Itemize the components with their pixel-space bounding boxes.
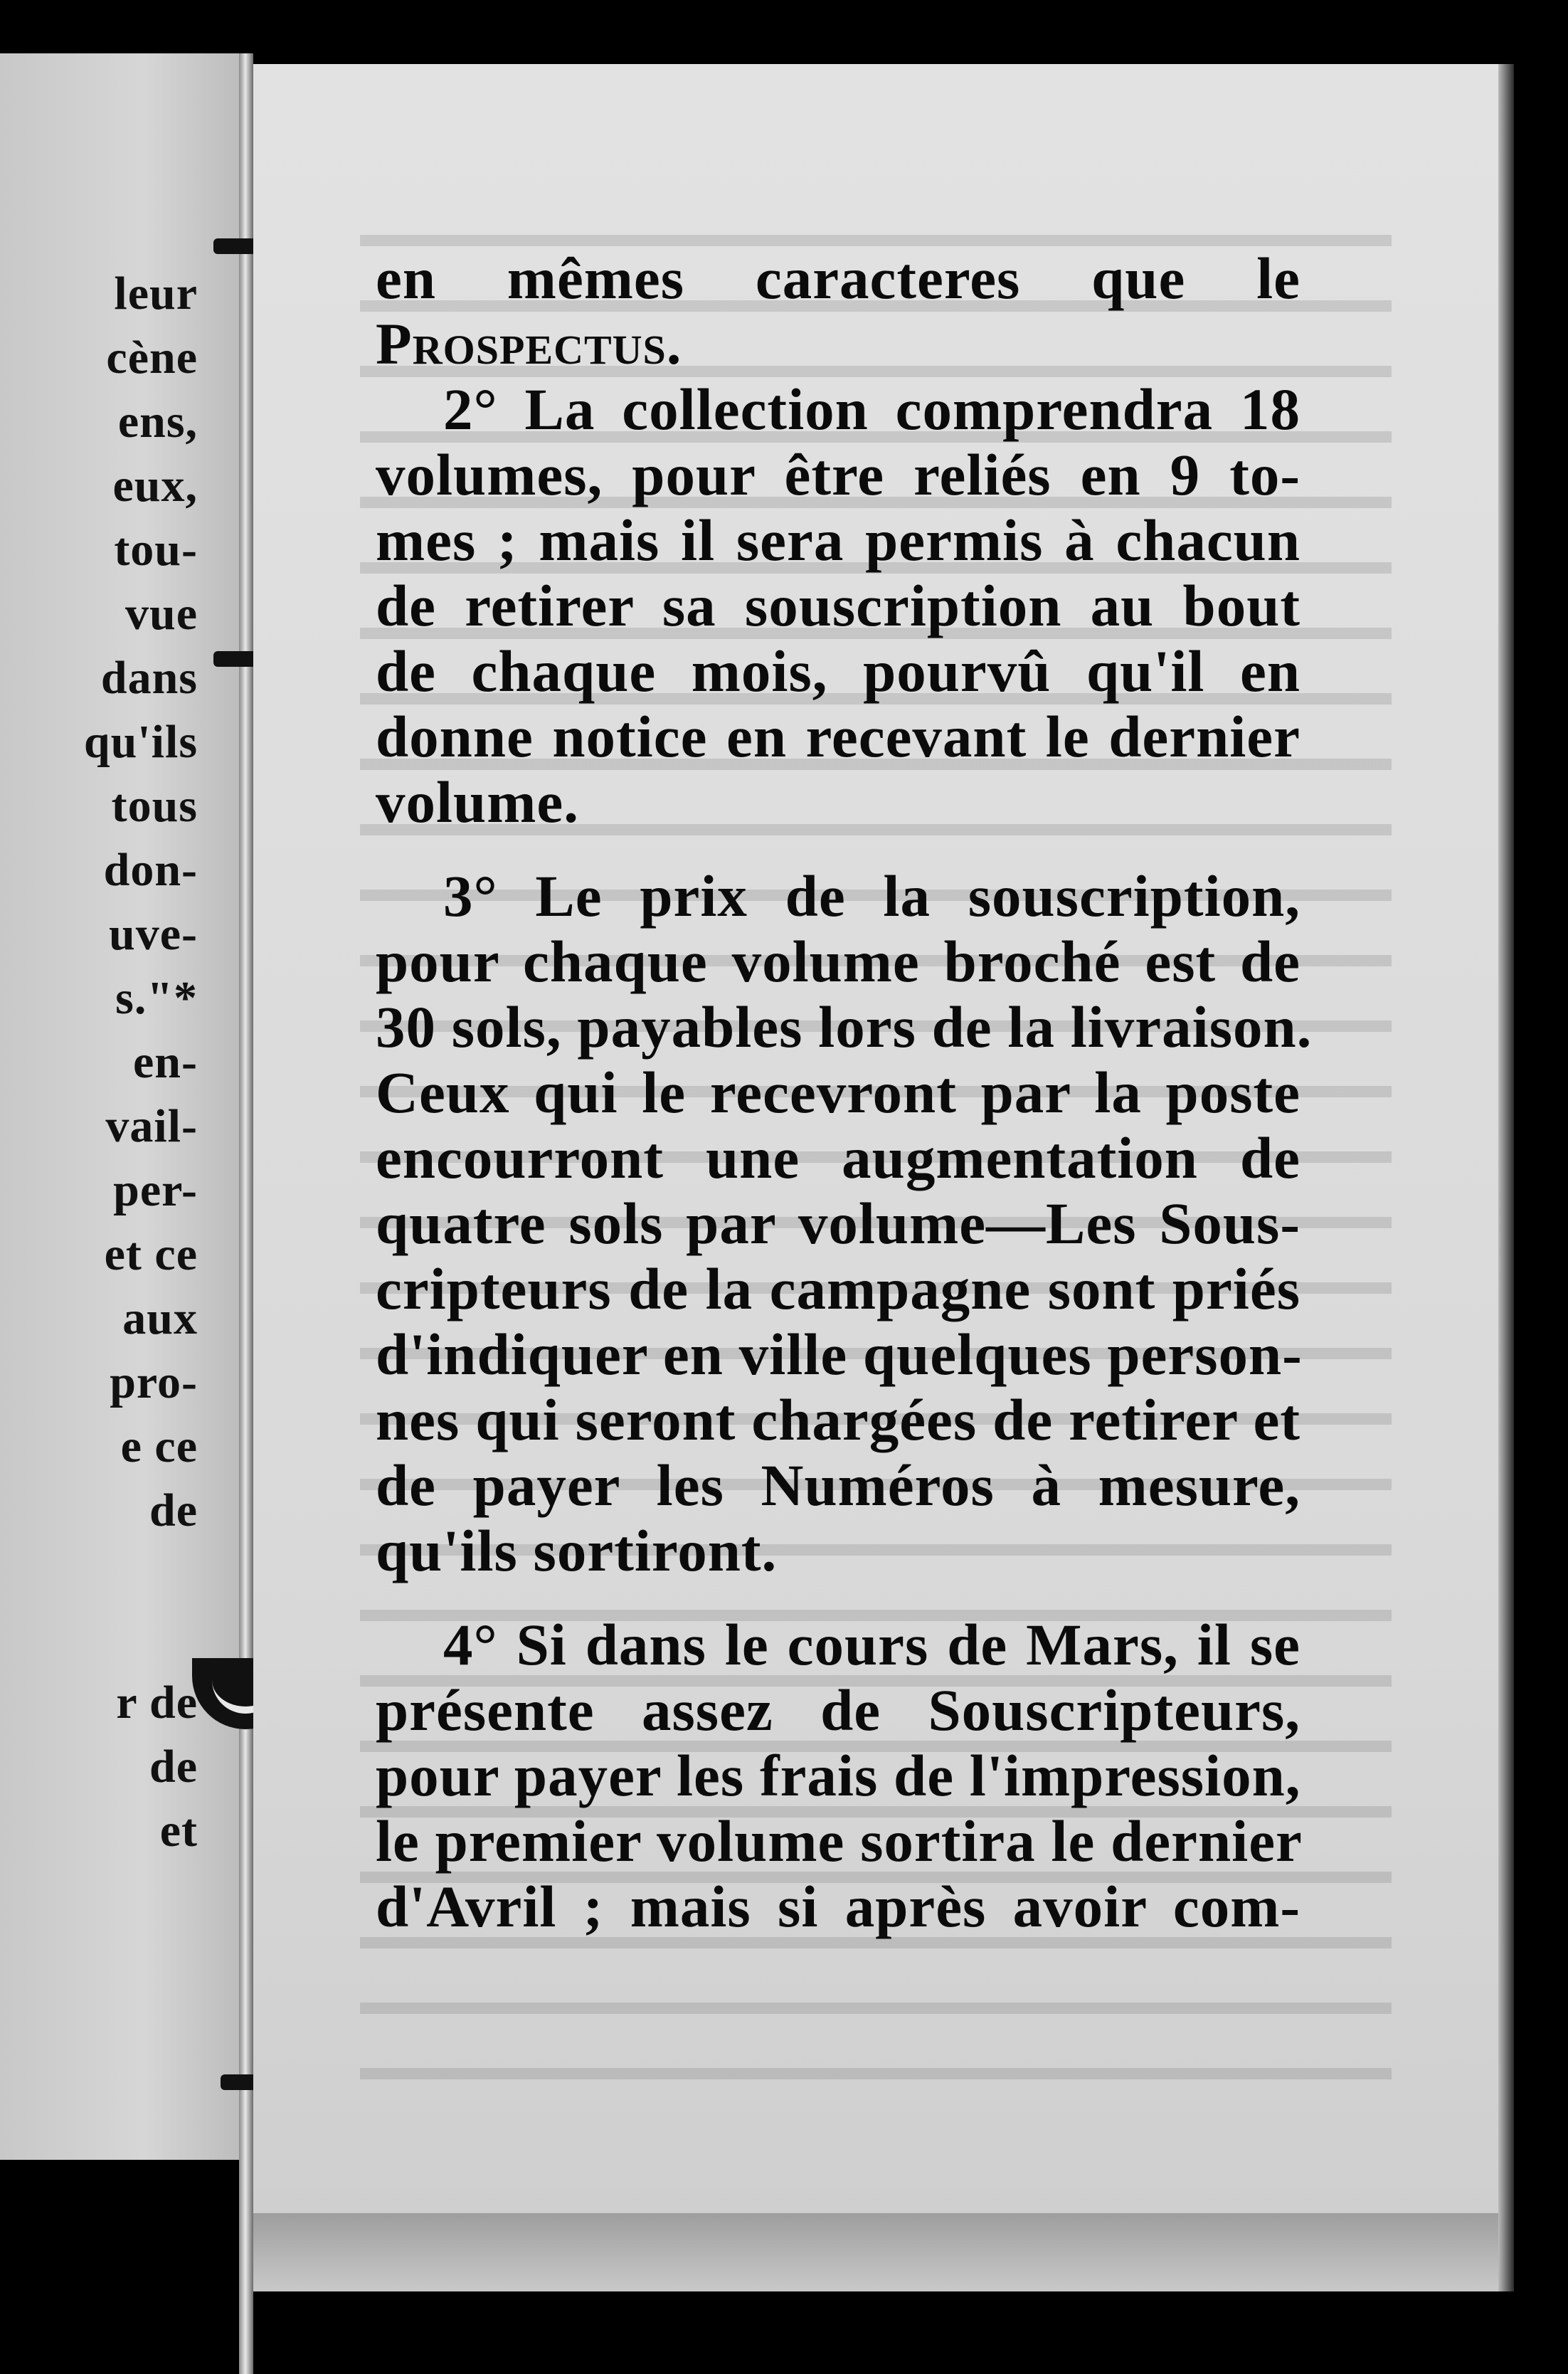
facing-page-line: aux — [122, 1292, 198, 1344]
text-line: le premier volume sortira le dernier — [376, 1808, 1303, 1874]
text-line: 4° Si dans le cours de Mars, il se — [443, 1612, 1301, 1677]
facing-page-line: et ce — [104, 1228, 198, 1280]
text-line: mes ; mais il sera permis à chacun — [376, 507, 1301, 573]
facing-page-line: dans — [100, 652, 198, 704]
text-line: d'indiquer en ville quelques person- — [376, 1321, 1303, 1387]
facing-page-line: vue — [125, 588, 198, 640]
facing-page-line: eux, — [112, 460, 198, 512]
facing-page-line: uve- — [109, 908, 198, 960]
facing-page-line: s."* — [115, 972, 198, 1024]
text-line: d'Avril ; mais si après avoir com- — [376, 1874, 1301, 1939]
facing-page-line: don- — [103, 844, 198, 896]
facing-page-line: qu'ils — [83, 716, 198, 768]
text-line: 30 sols, payables lors de la livraison. — [376, 994, 1313, 1060]
text-line: en mêmes caracteres que le — [376, 246, 1301, 311]
facing-page-line: de — [149, 1741, 198, 1793]
text-line: cripteurs de la campagne sont priés — [376, 1256, 1301, 1321]
text-line: pour chaque volume broché est de — [376, 929, 1301, 994]
text-line: 2° La collection comprendra 18 — [443, 376, 1301, 442]
text-line: 3° Le prix de la souscription, — [443, 863, 1301, 929]
facing-page-line: per- — [113, 1164, 198, 1216]
text-line: quatre sols par volume—Les Sous- — [376, 1191, 1301, 1256]
text-line: volumes, pour être reliés en 9 to- — [376, 442, 1301, 507]
book-gutter — [239, 53, 253, 2374]
facing-page-line: tou- — [114, 524, 198, 576]
facing-page-line: e ce — [120, 1420, 198, 1472]
text-line: Ceux qui le recevront par la poste — [376, 1060, 1301, 1125]
text-line: qu'ils sortiront. — [376, 1518, 778, 1583]
text-line: pour payer les frais de l'impression, — [376, 1743, 1301, 1808]
text-line: présente assez de Souscripteurs, — [376, 1677, 1301, 1743]
facing-page-line: et — [159, 1805, 198, 1857]
text-line: volume. — [376, 769, 579, 835]
facing-page-line: leur — [114, 268, 198, 320]
facing-page-line: vail- — [105, 1100, 198, 1152]
page-edge — [1498, 64, 1514, 2291]
facing-page-line: de — [149, 1484, 198, 1536]
paragraph-gap — [376, 835, 1301, 863]
text-line: de payer les Numéros à mesure, — [376, 1452, 1301, 1518]
paragraph-gap — [376, 1583, 1301, 1612]
facing-page-line: cène — [106, 332, 198, 384]
facing-page-line: r de — [116, 1677, 198, 1729]
text-line: de chaque mois, pourvû qu'il en — [376, 638, 1301, 704]
facing-page-line: en- — [133, 1036, 198, 1088]
text-line: Prospectus. — [376, 311, 682, 376]
text-line: de retirer sa souscription au bout — [376, 573, 1301, 638]
text-line: donne notice en recevant le dernier — [376, 704, 1301, 769]
text-line: nes qui seront chargées de retirer et — [376, 1387, 1301, 1452]
facing-page-line: ens, — [117, 396, 198, 448]
facing-page-line: tous — [111, 780, 198, 832]
facing-page-left — [0, 53, 239, 2160]
text-line: encourront une augmentation de — [376, 1125, 1301, 1191]
page-text — [376, 246, 1313, 1939]
facing-page-line: pro- — [110, 1356, 198, 1408]
